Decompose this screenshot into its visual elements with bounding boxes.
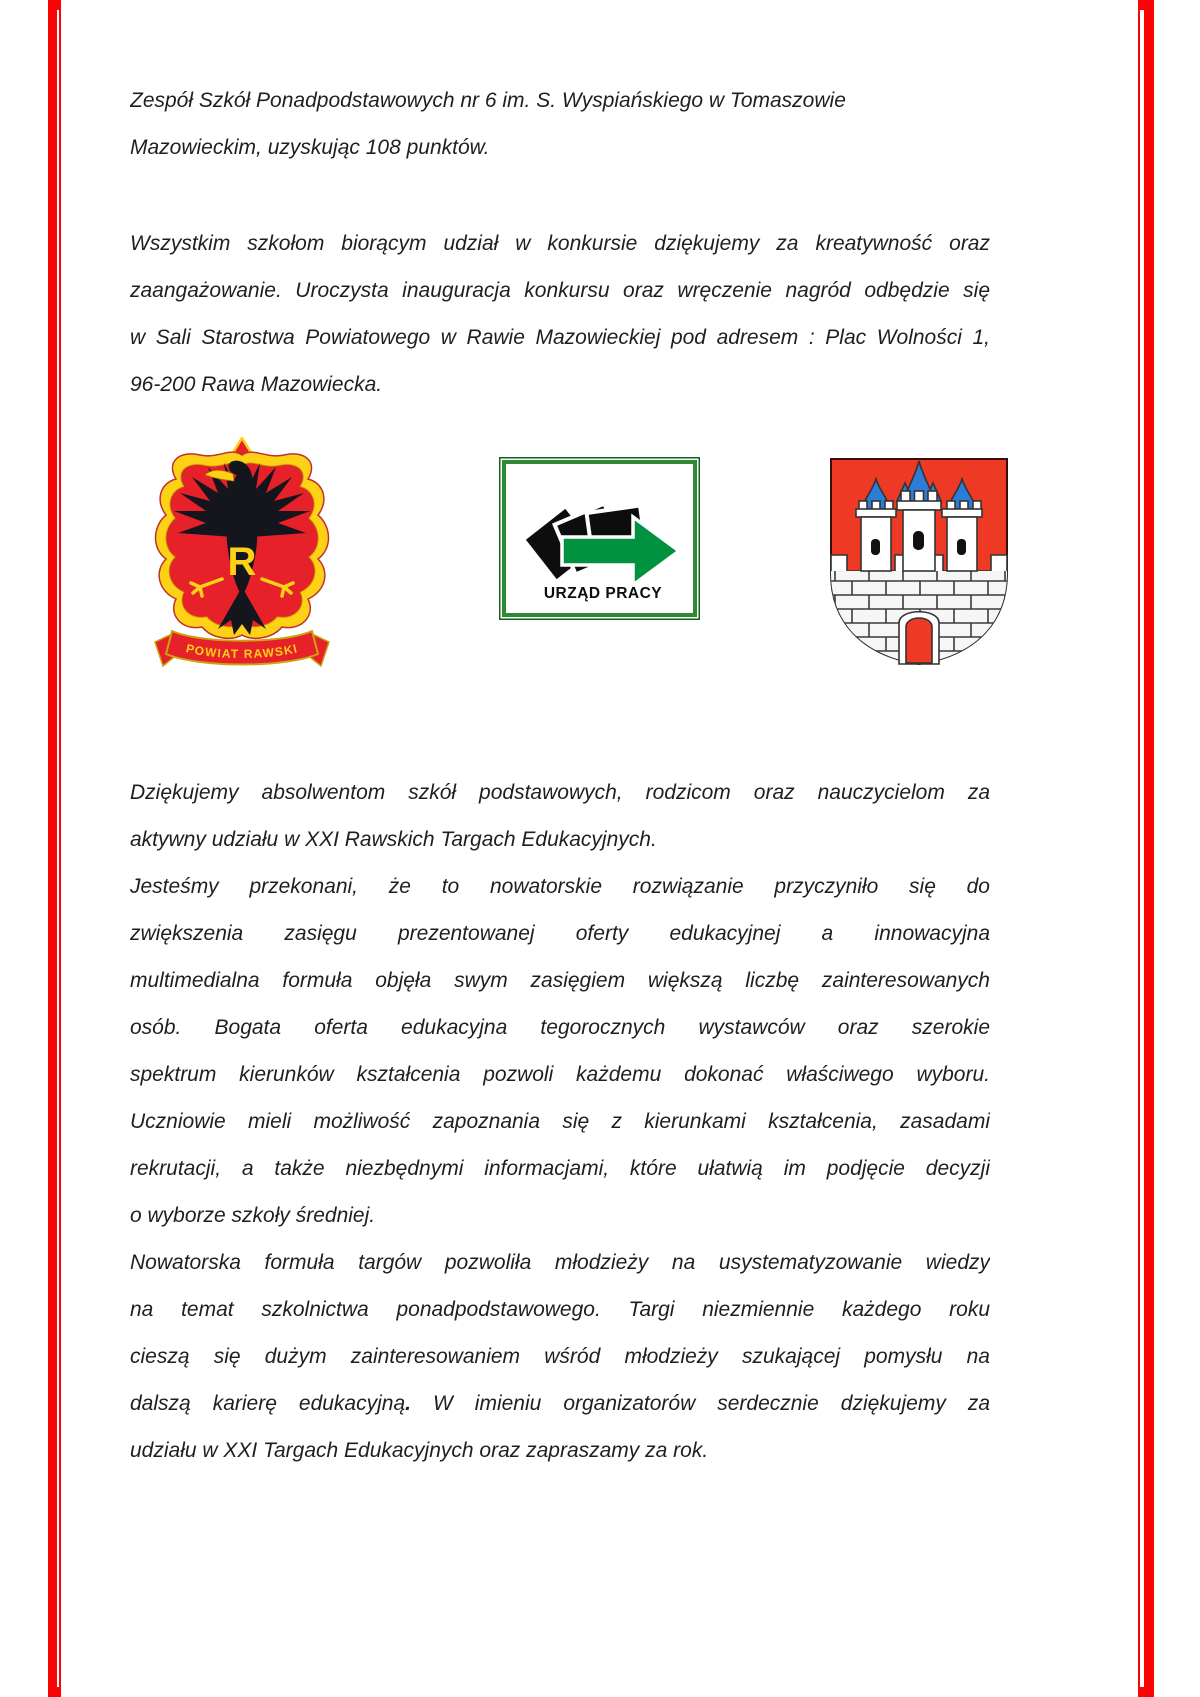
text-line: multimedialna formuła objęła swym zasięgiem większą liczbę zainteresowanych (130, 969, 990, 992)
text-line: rekrutacji, a także niezbędnymi informacjami, które ułatwią im podjęcie decyzji (130, 1157, 990, 1180)
text-line: cieszą się dużym zainteresowaniem wśród młodzieży szukającej pomysłu na (130, 1345, 990, 1368)
text-line: zaangażowanie. Uroczysta inauguracja konkursu oraz wręczenie nagród odbędzie się (130, 279, 990, 302)
page-border-corner-bottom-right (1138, 1687, 1154, 1697)
text-line: Mazowieckim, uzyskując 108 punktów. (130, 136, 490, 159)
text-line: udziału w XXI Targach Edukacyjnych oraz zapraszamy za rok. (130, 1439, 709, 1462)
text-line: w Sali Starostwa Powiatowego w Rawie Mazowieckiej pod adresem : Plac Wolności 1, (130, 326, 990, 349)
rawa-mazowiecka-coat-of-arms-icon (825, 455, 1013, 670)
text-line: 96-200 Rawa Mazowiecka. (130, 373, 383, 396)
text-segment: W imieniu organizatorów serdecznie dziękujemy za (410, 1392, 990, 1415)
powiat-rawski-coat-of-arms (150, 437, 335, 669)
page-border-corner-bottom-left (48, 1687, 61, 1697)
letter-R: R (227, 540, 257, 584)
text-line: na temat szkolnictwa ponadpodstawowego. Targi niezmiennie każdego roku (130, 1298, 990, 1321)
text-line: Nowatorska formuła targów pozwoliła młodzieży na usystematyzowanie wiedzy (130, 1251, 990, 1274)
page-border-corner-top-right (1138, 0, 1154, 10)
paragraph-body (130, 769, 990, 1474)
urzad-pracy-logo-icon (499, 457, 700, 620)
text-line: Jesteśmy przekonani, że to nowatorskie rozwiązanie przyczyniło się do (130, 875, 990, 898)
page-border-right-thick (1144, 0, 1154, 1697)
page-border-left-thin (59, 0, 61, 1697)
text-segment: dalszą karierę edukacyjną (130, 1392, 406, 1415)
page-border-right-thin (1138, 0, 1140, 1697)
text-line: Zespół Szkół Ponadpodstawowych nr 6 im. S. Wyspiańskiego w Tomaszowie (130, 89, 846, 112)
text-line: osób. Bogata oferta edukacyjna tegorocznych wystawców oraz szerokie (130, 1016, 990, 1039)
text-line: Wszystkim szkołom biorącym udział w konkursie dziękujemy za kreatywność oraz (130, 232, 990, 255)
text-line: zwiększenia zasięgu prezentowanej oferty edukacyjnej a innowacyjna (130, 922, 990, 945)
ribbon-label: POWIAT RAWSKI (184, 641, 300, 662)
page-border-corner-top-left (48, 0, 61, 10)
paragraph-ceremony (130, 220, 990, 408)
text-line: Uczniowie mieli możliwość zapoznania się z kierunkami kształcenia, zasadami (130, 1110, 990, 1133)
urzad-pracy-logo (499, 457, 700, 620)
paragraph-intro (130, 77, 990, 171)
urzad-pracy-label: URZĄD PRACY (543, 585, 663, 602)
text-line: Dziękujemy absolwentom szkół podstawowych, rodzicom oraz nauczycielom za (130, 781, 990, 804)
powiat-rawski-coat-of-arms-icon (150, 437, 335, 669)
bold-period: . (405, 1392, 411, 1415)
page-border-left-thick (48, 0, 57, 1697)
text-line (130, 1380, 990, 1427)
ribbon-banner (155, 631, 329, 666)
rawa-mazowiecka-coat-of-arms (825, 455, 1013, 670)
text-line: spektrum kierunków kształcenia pozwoli każdemu dokonać właściwego wyboru. (130, 1063, 990, 1086)
text-line: o wyborze szkoły średniej. (130, 1204, 376, 1227)
text-line: aktywny udziału w XXI Rawskich Targach Edukacyjnych. (130, 828, 657, 851)
castle-gate (899, 612, 939, 664)
